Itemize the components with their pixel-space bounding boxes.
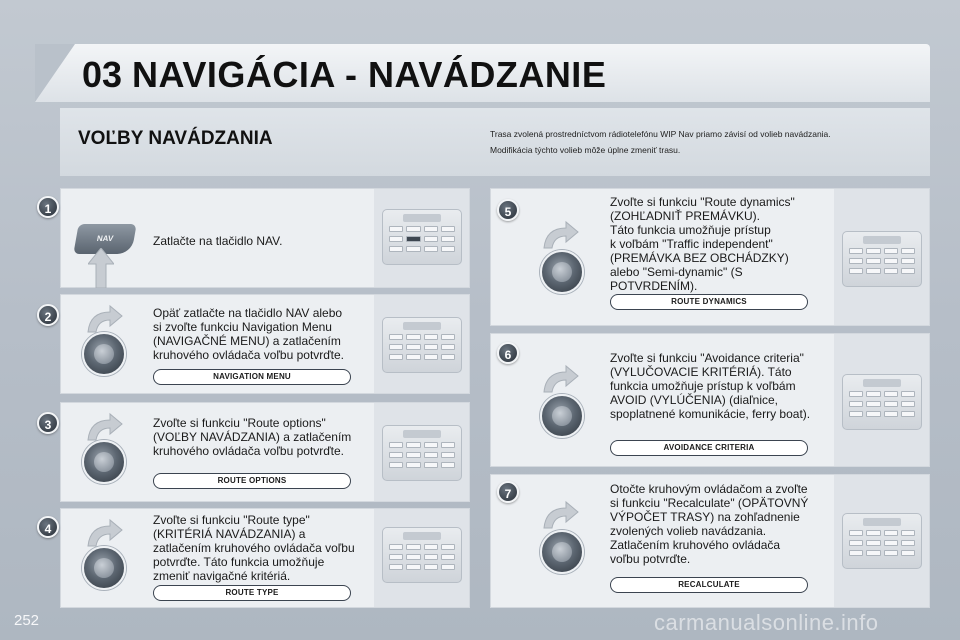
rotary-knob-icon: [82, 546, 126, 590]
step-2-line-1: Opäť zatlačte na tlačidlo NAV alebo: [153, 306, 343, 320]
route-options-pill: ROUTE OPTIONS: [153, 473, 351, 489]
step-5-badge: 5: [497, 199, 519, 221]
step-2-line-3: (NAVIGAČNÉ MENU) a zatlačením: [153, 334, 341, 348]
step-1-badge: 1: [37, 196, 59, 218]
step-5-line-6: alebo "Semi-dynamic" (S: [610, 265, 743, 279]
step-4-line-4: potvrďte. Táto funkcia umožňuje: [153, 555, 325, 569]
avoidance-criteria-pill: AVOIDANCE CRITERIA: [610, 440, 808, 456]
step-4-text: [153, 513, 355, 583]
step-3-line-1: Zvoľte si funkciu "Route options": [153, 416, 326, 430]
step-5-illustration: [834, 189, 929, 325]
step-4-line-1: Zvoľte si funkciu "Route type": [153, 513, 310, 527]
rotate-arrow-icon: [84, 518, 124, 548]
page-number: 252: [14, 612, 40, 629]
radio-unit-icon: [842, 374, 922, 430]
route-type-pill: ROUTE TYPE: [153, 585, 351, 601]
step-3-line-2: (VOĽBY NAVÁDZANIA) a zatlačením: [153, 430, 352, 444]
step-1-text: [153, 234, 282, 248]
radio-unit-icon: [382, 317, 462, 373]
step-2-line-4: kruhového ovládača voľbu potvrďte.: [153, 348, 344, 362]
rotary-knob-icon: [82, 332, 126, 376]
step-7-line-2: si funkciu "Recalculate" (OPÄTOVNÝ: [610, 496, 809, 510]
step-4-line-5: zmeniť navigačné kritériá.: [153, 569, 291, 583]
step-3-illustration: [374, 403, 469, 501]
step-6-illustration: [834, 334, 929, 466]
push-arrow-icon: [88, 248, 114, 288]
step-7-badge: 7: [497, 481, 519, 503]
intro-line-2: Modifikácia týchto volieb môže úplne zmeniť trasu.: [490, 145, 681, 155]
step-7-text: [610, 482, 808, 566]
step-3-text: [153, 416, 351, 458]
rotate-arrow-icon: [84, 412, 124, 442]
rotate-arrow-icon: [540, 500, 580, 530]
radio-unit-icon: [842, 231, 922, 287]
step-5-text: [610, 195, 795, 293]
radio-unit-icon: [842, 513, 922, 569]
step-5-line-7: POTVRDENÍM).: [610, 279, 698, 293]
step-6-line-2: (VYLUČOVACIE KRITÉRIÁ). Táto: [610, 365, 792, 379]
step-5-line-4: k voľbám "Traffic independent": [610, 237, 773, 251]
step-2-text: [153, 306, 344, 362]
step-4-line-2: (KRITÉRIÁ NAVÁDZANIA) a: [153, 527, 306, 541]
step-4-badge: 4: [37, 516, 59, 538]
rotary-knob-icon: [540, 394, 584, 438]
nav-button-icon: NAV: [73, 224, 136, 254]
navigation-menu-pill: NAVIGATION MENU: [153, 369, 351, 385]
step-2-badge: 2: [37, 304, 59, 326]
chapter-number: 03: [82, 54, 123, 95]
step-6-line-3: funkcia umožňuje prístup k voľbám: [610, 379, 796, 393]
step-7-line-4: zvolených volieb navádzania.: [610, 524, 767, 538]
step-6-badge: 6: [497, 342, 519, 364]
rotate-arrow-icon: [540, 220, 580, 250]
rotate-arrow-icon: [84, 304, 124, 334]
recalculate-pill: RECALCULATE: [610, 577, 808, 593]
page-title: NAVIGÁCIA - NAVÁDZANIE: [132, 54, 607, 95]
radio-unit-icon: [382, 425, 462, 481]
rotary-knob-icon: [540, 530, 584, 574]
step-3-line-3: kruhového ovládača voľbu potvrďte.: [153, 444, 344, 458]
step-7-line-5: Zatlačením kruhového ovládača: [610, 538, 781, 552]
radio-unit-icon: [382, 527, 462, 583]
intro-text: [490, 126, 910, 158]
step-1-illustration: [374, 189, 469, 287]
step-5-line-5: (PREMÁVKA BEZ OBCHÁDZKY): [610, 251, 789, 265]
watermark: carmanualsonline.info: [654, 610, 879, 635]
step-1-line-1: Zatlačte na tlačidlo NAV.: [153, 234, 283, 248]
step-6-line-4: AVOID (VYLÚČENIA) (diaľnice,: [610, 393, 778, 407]
step-4-line-3: zatlačením kruhového ovládača voľbu: [153, 541, 355, 555]
route-dynamics-pill: ROUTE DYNAMICS: [610, 294, 808, 310]
step-2-illustration: [374, 295, 469, 393]
step-6-text: [610, 351, 810, 421]
rotate-arrow-icon: [540, 364, 580, 394]
radio-unit-icon: [382, 209, 462, 265]
step-2-line-2: si zvoľte funkciu Navigation Menu: [153, 320, 332, 334]
step-4-illustration: [374, 509, 469, 607]
intro-line-1: Trasa zvolená prostredníctvom rádiotelefónu WIP Nav priamo závisí od volieb navádzania.: [490, 129, 831, 139]
step-7-illustration: [834, 475, 929, 607]
step-7-line-1: Otočte kruhovým ovládačom a zvoľte: [610, 482, 808, 496]
header-corner-cut: [35, 44, 75, 102]
step-3-badge: 3: [37, 412, 59, 434]
section-title: VOĽBY NAVÁDZANIA: [78, 128, 273, 149]
step-6-line-1: Zvoľte si funkciu "Avoidance criteria": [610, 351, 804, 365]
step-5-line-3: Táto funkcia umožňuje prístup: [610, 223, 771, 237]
rotary-knob-icon: [82, 440, 126, 484]
rotary-knob-icon: [540, 250, 584, 294]
step-5-line-1: Zvoľte si funkciu "Route dynamics": [610, 195, 795, 209]
step-7-line-6: voľbu potvrďte.: [610, 552, 691, 566]
step-5-line-2: (ZOHĽADNIŤ PREMÁVKU).: [610, 209, 761, 223]
step-6-line-5: spoplatnené komunikácie, ferry boat).: [610, 407, 811, 421]
step-7-line-3: VÝPOČET TRASY) na zohľadnenie: [610, 510, 800, 524]
